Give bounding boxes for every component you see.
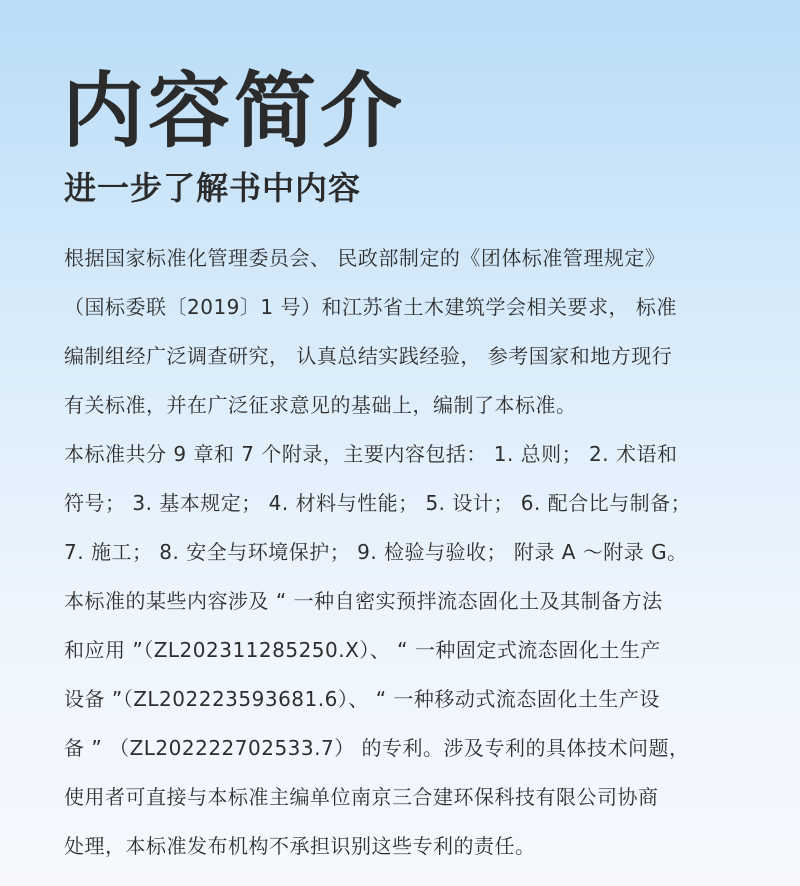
text-line-2: （国标委联〔2019〕1 号）和江苏省土木建筑学会相关要求， 标准 bbox=[64, 295, 677, 319]
text-line-8: 本标准的某些内容涉及 “ 一种自密实预拌流态固化土及其制备方法 bbox=[64, 589, 663, 613]
text-line-5: 本标准共分 9 章和 7 个附录，主要内容包括： 1. 总则； 2. 术语和 bbox=[64, 442, 678, 466]
text-line-1: 根据国家标准化管理委员会、 民政部制定的《团体标准管理规定》 bbox=[64, 246, 666, 270]
text-line-11: 备 ” （ZL202222702533.7） 的专利。涉及专利的具体技术问题， bbox=[64, 736, 690, 760]
text-line-12: 使用者可直接与本标准主编单位南京三合建环保科技有限公司协商 bbox=[64, 785, 659, 809]
text-line-9: 和应用 ”（ZL202311285250.X）、 “ 一种固定式流态固化土生产 bbox=[64, 638, 661, 662]
intro-paragraph bbox=[64, 234, 740, 871]
page-subtitle: 进一步了解书中内容 bbox=[64, 169, 362, 207]
text-line-3: 编制组经广泛调查研究， 认真总结实践经验， 参考国家和地方现行 bbox=[64, 344, 673, 368]
text-line-13: 处理，本标准发布机构不承担识别这些专利的责任。 bbox=[64, 834, 536, 858]
page-title: 内容简介 bbox=[62, 64, 407, 159]
text-line-4: 有关标准，并在广泛征求意见的基础上，编制了本标准。 bbox=[64, 393, 577, 417]
text-line-10: 设备 ”（ZL202223593681.6）、 “ 一种移动式流态固化土生产设 bbox=[64, 687, 660, 711]
intro-body bbox=[64, 234, 740, 871]
text-line-6: 符号； 3. 基本规定； 4. 材料与性能； 5. 设计； 6. 配合比与制备； bbox=[64, 491, 692, 515]
text-line-7: 7. 施工； 8. 安全与环境保护； 9. 检验与验收； 附录 A ～附录 G。 bbox=[64, 540, 688, 564]
